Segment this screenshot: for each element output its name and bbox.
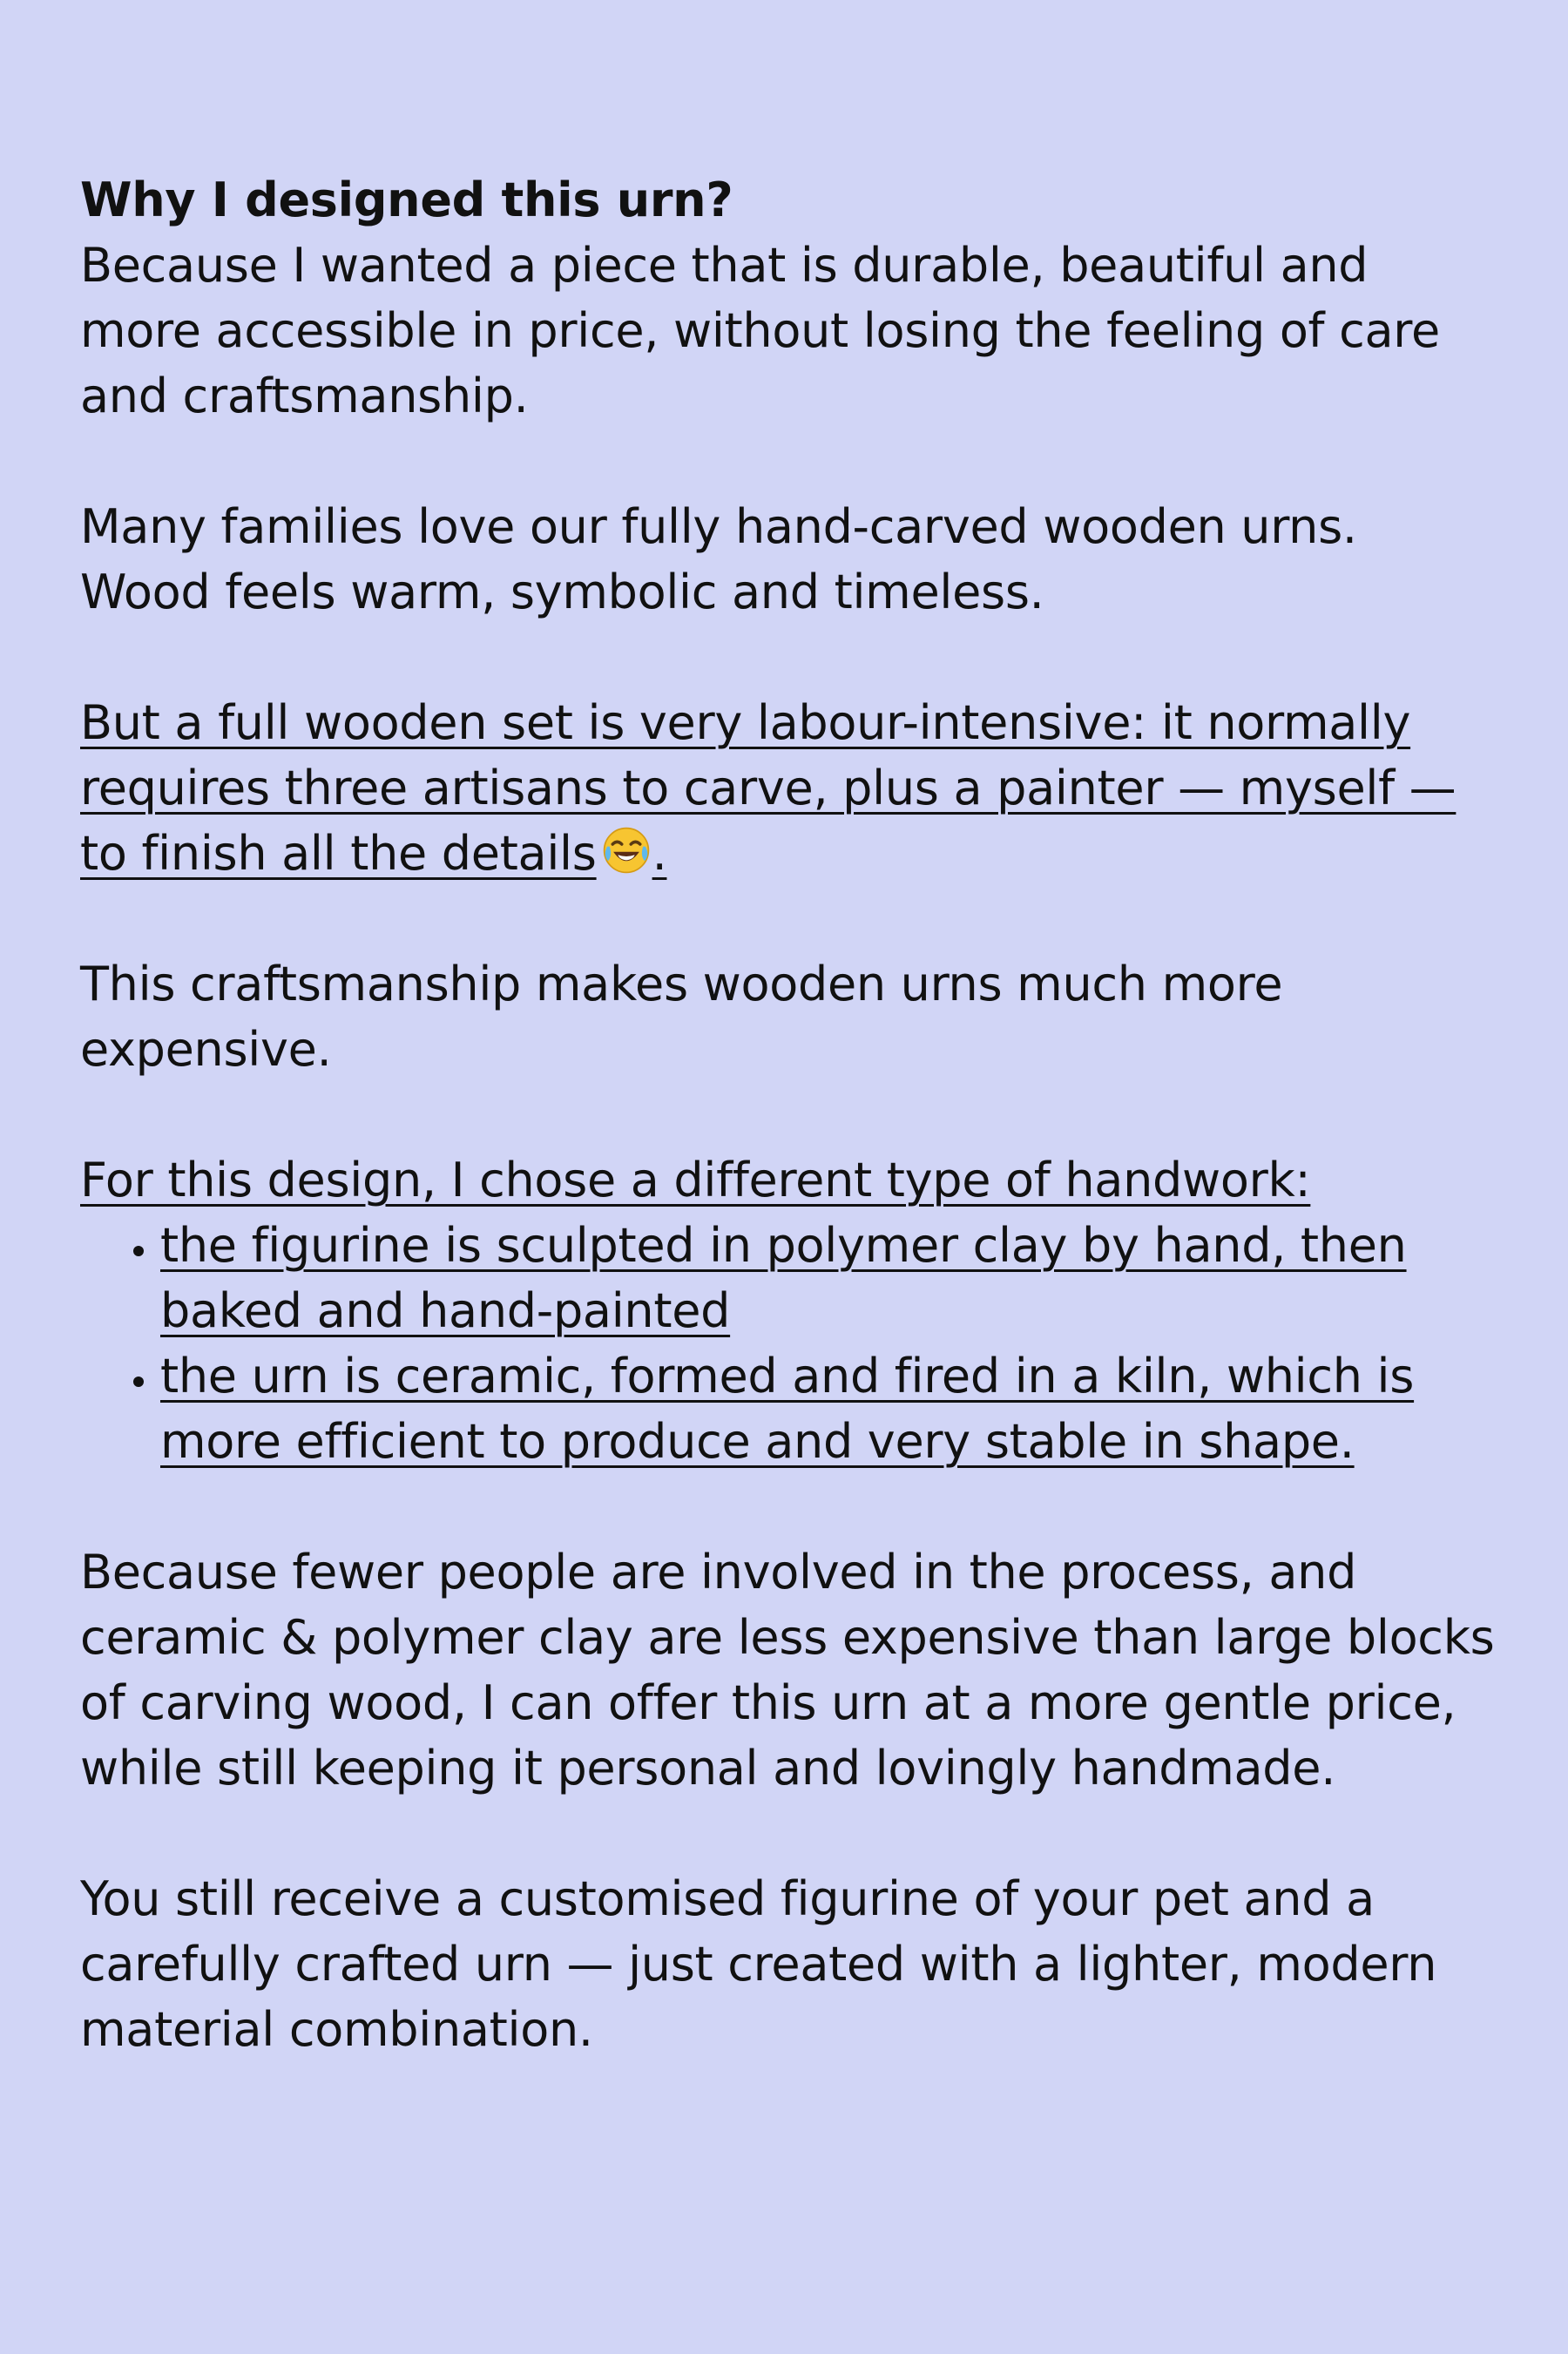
labour-text: But a full wooden set is very labour-intensive: it normally requires three artisans to carve, plus a painter — myself — to finish all the details (80, 695, 1456, 881)
intro-paragraph: Because I wanted a piece that is durable, beautiful and more accessible in price, without losing the feeling of care and craftsmanship. (80, 238, 1440, 423)
wood-love-paragraph: Many families love our fully hand-carved wooden urns. Wood feels warm, symbolic and timeless. (80, 499, 1357, 619)
handwork-intro: For this design, I chose a different type of handwork: (80, 1153, 1311, 1207)
list-item: • the urn is ceramic, formed and fired in a kiln, which is more efficient to produce and very stable in shape. (160, 1343, 1498, 1474)
closing-paragraph: You still receive a customised figurine of your pet and a carefully crafted urn — just created with a lighter, modern material combination. (80, 1871, 1437, 2057)
section-title: Why I designed this urn? (80, 172, 733, 227)
handwork-list (80, 1213, 1498, 1474)
expensive-paragraph: This craftsmanship makes wooden urns much more expensive. (80, 957, 1283, 1077)
pricing-paragraph: Because fewer people are involved in the process, and ceramic & polymer clay are less expensive than large blocks of carving wood, I can offer this urn at a more gentle price, while still keeping it personal and lovingly handmade. (80, 1545, 1495, 1796)
labour-period: . (652, 826, 667, 881)
laughing-with-tears-emoji-icon (602, 826, 651, 875)
urn-design-explanation (80, 167, 1498, 2062)
list-item: • the figurine is sculpted in polymer clay by hand, then baked and hand-painted (160, 1213, 1498, 1343)
labour-paragraph (80, 690, 1498, 886)
